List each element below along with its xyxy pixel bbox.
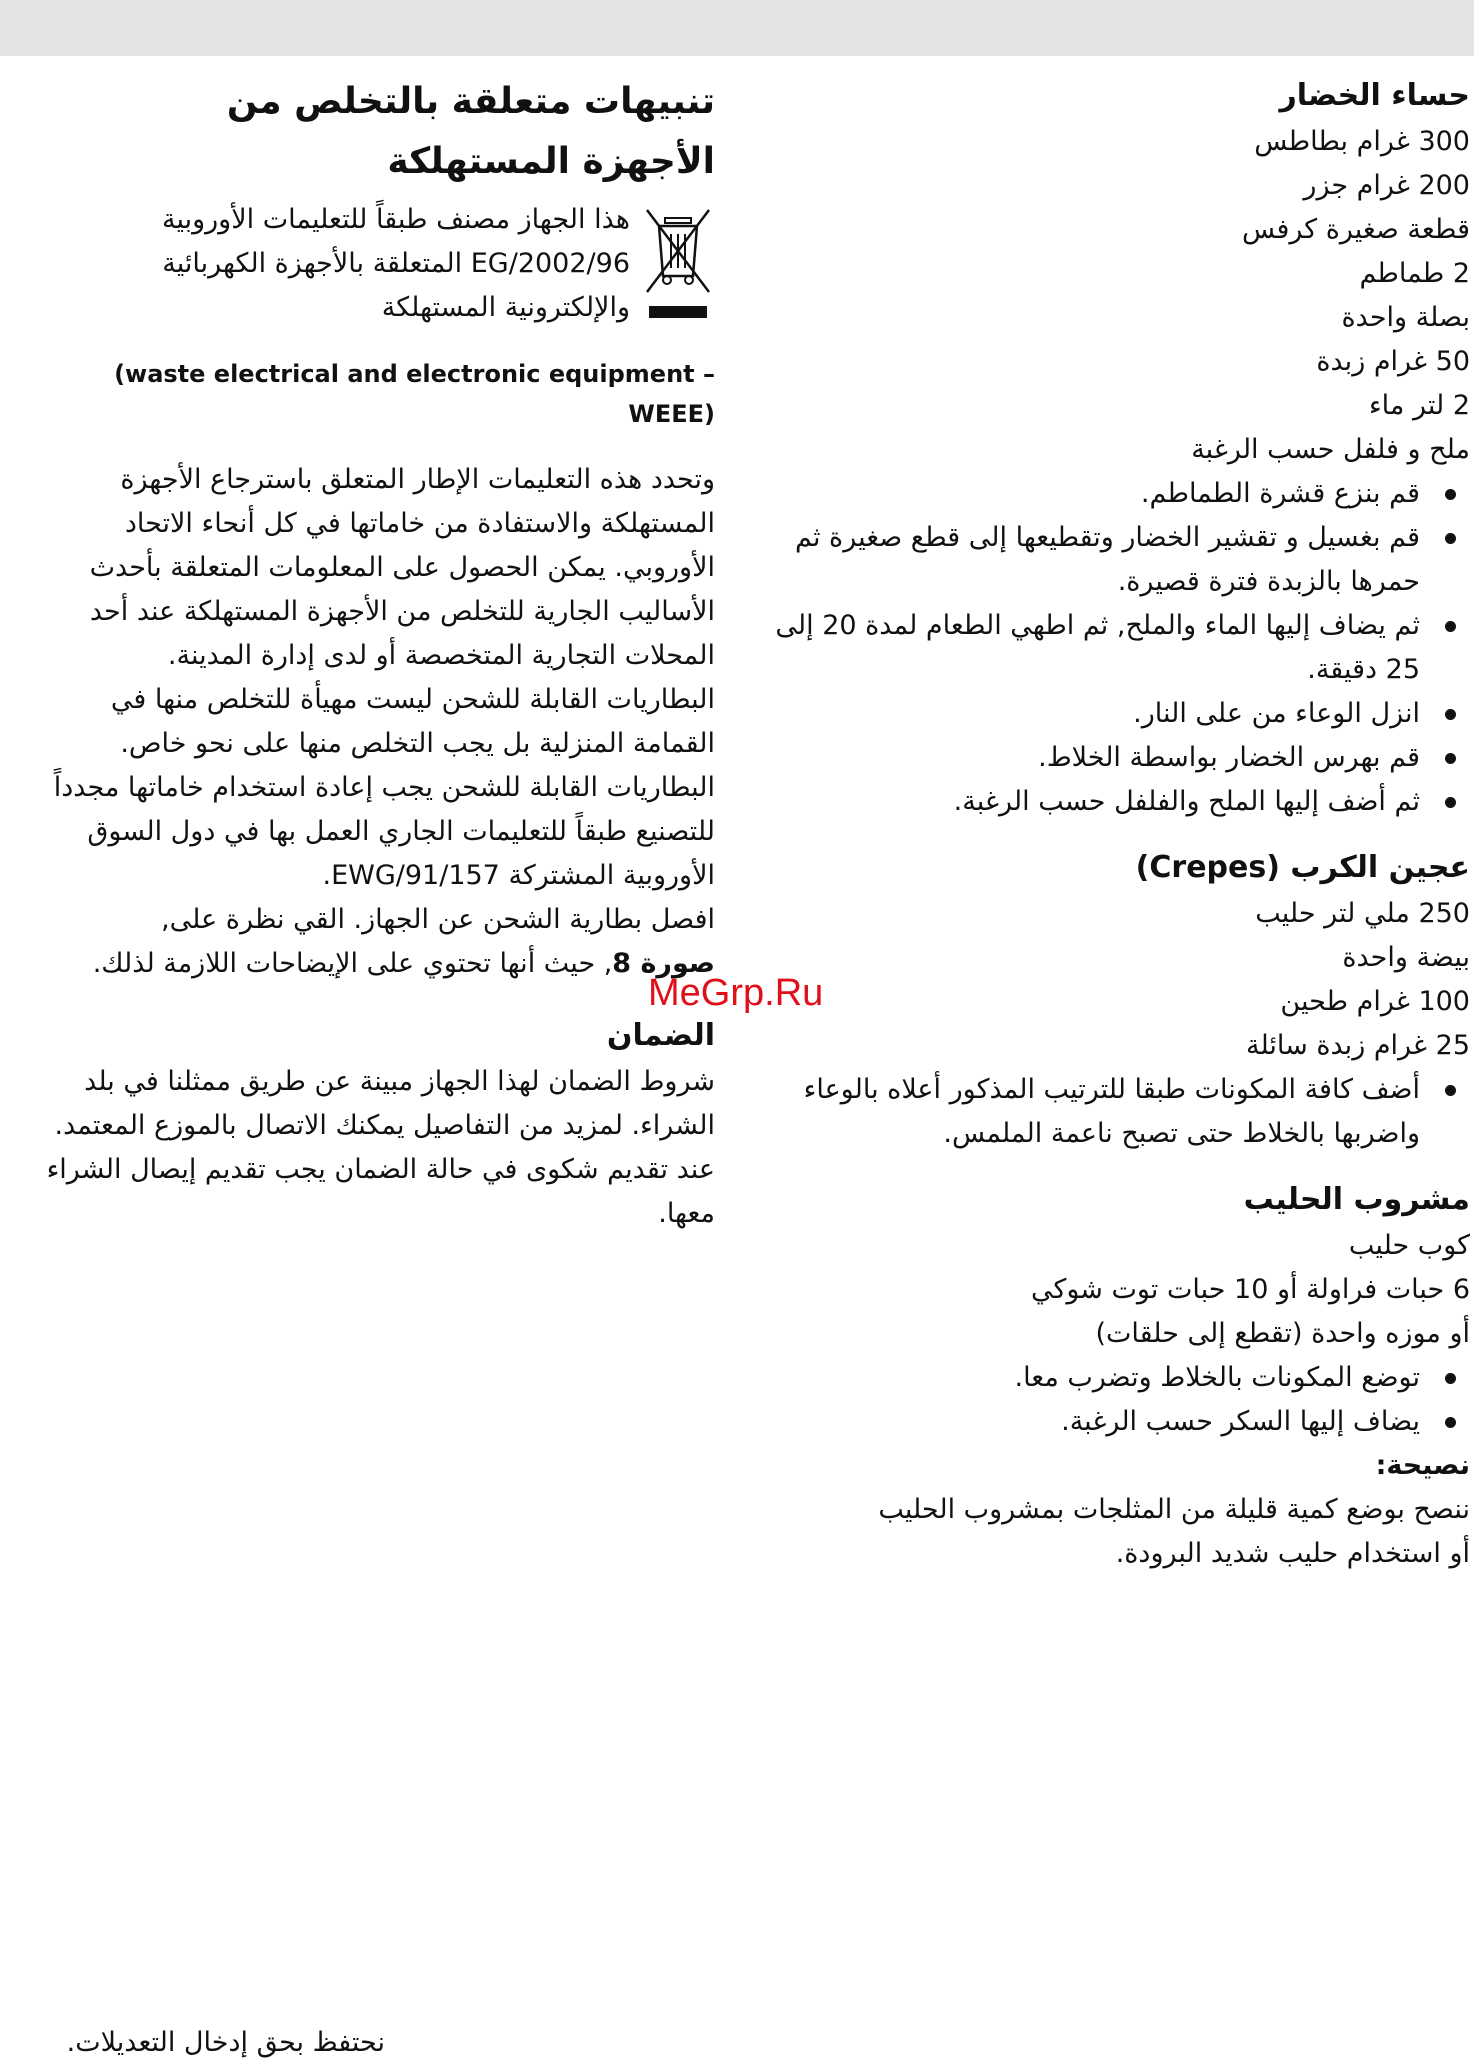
disposal-title-line-1: تنبيهات متعلقة بالتخلص من (226, 81, 715, 122)
vegetable-soup-section (775, 72, 1470, 824)
disposal-warranty-column (25, 72, 715, 1236)
watermark-text: MeGrp.Ru (648, 972, 824, 1014)
milk-steps (775, 1356, 1470, 1444)
milk-ingredient: كوب حليب (1348, 1230, 1470, 1261)
crepes-title: عجين الكرب (Crepes) (1135, 850, 1470, 885)
crossed-out-wheelie-bin-icon (641, 202, 715, 326)
soup-ingredient: 300 غرام بطاطس (1254, 126, 1470, 157)
soup-title: حساء الخضار (1279, 78, 1470, 113)
soup-ingredient: ملح و فلفل حسب الرغبة (1191, 434, 1470, 465)
warranty-section (25, 1012, 715, 1236)
weee-notice (25, 198, 715, 330)
weee-english-note: (waste electrical and electronic equipment – WEEE) (114, 360, 715, 428)
soup-ingredients (775, 120, 1470, 472)
crepes-ingredient: بيضة واحدة (1342, 942, 1470, 973)
milk-ingredients (775, 1224, 1470, 1356)
crepes-steps (775, 1068, 1470, 1156)
milk-ingredient: 6 حبات فراولة أو 10 حبات توت شوكي (1031, 1274, 1470, 1305)
crepes-ingredient: 25 غرام زبدة سائلة (1246, 1030, 1470, 1061)
figure-reference: صورة 8 (612, 948, 715, 979)
battery-text: افصل بطارية الشحن عن الجهاز. القي نظرة على, (161, 904, 715, 935)
milk-drink-section (775, 1176, 1470, 1576)
tip-title: نصيحة: (1375, 1450, 1470, 1481)
tip-line: ننصح بوضع كمية قليلة من المثلجات بمشروب الحليب (878, 1494, 1470, 1525)
soup-step: ثم أضف إليها الملح والفلفل حسب الرغبة. (775, 780, 1470, 824)
crepes-ingredients (775, 892, 1470, 1068)
soup-step: قم بهرس الخضار بواسطة الخلاط. (775, 736, 1470, 780)
milk-title: مشروب الحليب (1243, 1182, 1470, 1217)
milk-step: يضاف إليها السكر حسب الرغبة. (775, 1400, 1470, 1444)
soup-ingredient: بصلة واحدة (1341, 302, 1470, 333)
soup-ingredient: 2 طماطم (1359, 258, 1470, 289)
disposal-paragraph-4 (25, 898, 715, 986)
crepes-step: أضف كافة المكونات طبقا للترتيب المذكور أعلاه بالوعاء واضربها بالخلاط حتى تصبح ناعمة الملمس. (775, 1068, 1470, 1156)
soup-step: انزل الوعاء من على النار. (775, 692, 1470, 736)
crepes-ingredient: 100 غرام طحين (1280, 986, 1470, 1017)
soup-step: قم بنزع قشرة الطماطم. (775, 472, 1470, 516)
soup-ingredient: قطعة صغيرة كرفس (1242, 214, 1470, 245)
soup-ingredient: 50 غرام زبدة (1316, 346, 1470, 377)
disposal-section (25, 72, 715, 986)
soup-step: قم بغسيل و تقشير الخضار وتقطيعها إلى قطع صغيرة ثم حمرها بالزبدة فترة قصيرة. (775, 516, 1470, 604)
soup-steps (775, 472, 1470, 824)
disposal-paragraph-1: وتحدد هذه التعليمات الإطار المتعلق باسترجاع الأجهزة المستهلكة والاستفادة من خاماتها في كل أنحاء الاتحاد الأوروبي. يمكن الحصول على المعلومات المتعلقة بأحدث الأساليب الجارية للتخلص من الأجهزة المستهلكة عند أحد المحلات التجارية المتخصصة أو لدى إدارة المدينة. (89, 464, 715, 671)
recipes-column (775, 72, 1470, 1576)
battery-text-rest: , حيث أنها تحتوي على الإيضاحات اللازمة لذلك. (92, 948, 613, 979)
warranty-paragraph: شروط الضمان لهذا الجهاز مبينة عن طريق ممثلنا في بلد الشراء. لمزيد من التفاصيل يمكنك الاتصال بالموزع المعتمد. عند تقديم شكوى في حالة الضمان يجب تقديم إيصال الشراء معها. (46, 1066, 715, 1229)
milk-step: توضع المكونات بالخلاط وتضرب معا. (775, 1356, 1470, 1400)
crepes-ingredient: 250 ملي لتر حليب (1255, 898, 1470, 929)
weee-line: والإلكترونية المستهلكة (381, 292, 630, 323)
soup-ingredient: 200 غرام جزر (1303, 170, 1470, 201)
disposal-title-line-2: الأجهزة المستهلكة (387, 141, 715, 182)
soup-step: ثم يضاف إليها الماء والملح, ثم اطهي الطعام لمدة 20 إلى 25 دقيقة. (775, 604, 1470, 692)
tip-line: أو استخدام حليب شديد البرودة. (1115, 1538, 1470, 1569)
footer-note: نحتفظ بحق إدخال التعديلات. (66, 2027, 385, 2058)
disposal-paragraph-2: البطاريات القابلة للشحن ليست مهيأة للتخلص منها في القمامة المنزلية بل يجب التخلص منها على نحو خاص. (110, 684, 715, 759)
milk-ingredient: أو موزه واحدة (تقطع إلى حلقات) (1095, 1318, 1470, 1349)
page-top-band (0, 0, 1474, 56)
weee-line: 2002/96/EG المتعلقة بالأجهزة الكهربائية (162, 248, 630, 279)
crepes-section (775, 844, 1470, 1156)
warranty-title: الضمان (606, 1018, 715, 1053)
soup-ingredient: 2 لتر ماء (1368, 390, 1470, 421)
disposal-paragraph-3: البطاريات القابلة للشحن يجب إعادة استخدام خاماتها مجدداً للتصنيع طبقاً للتعليمات الجاري العمل بها في دول السوق الأوروبية المشتركة 91/157/EWG. (53, 772, 715, 891)
weee-line: هذا الجهاز مصنف طبقاً للتعليمات الأوروبية (161, 204, 630, 235)
